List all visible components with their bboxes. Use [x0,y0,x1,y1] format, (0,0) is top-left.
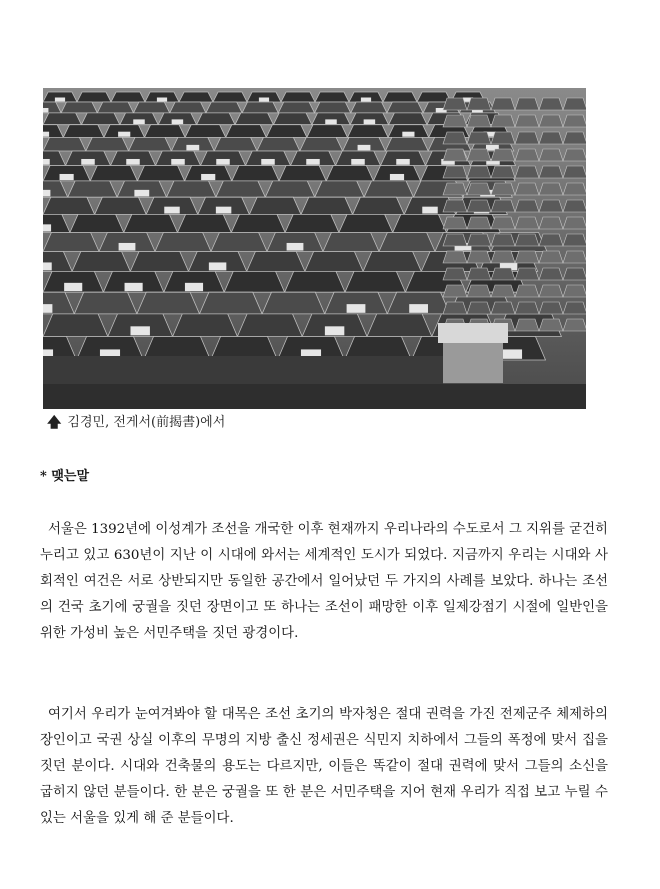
hanok-rooftops-photo [43,88,586,409]
paragraph-2: 여기서 우리가 눈여겨봐야 할 대목은 조선 초기의 박자청은 절대 권력을 가진 전제군주 체제하의 장인이고 국권 상실 이후의 무명의 지방 출신 정세권은 식민지 치하에서 그들의 폭정에 맞서 집을 짓던 분이다. 시대와 건축물의 용도는 다르지만, 이들은 똑같이 절대 권력에 맞서 그들의 소신을 굽히지 않던 분들이다. 한 분은 궁궐을 또 한 분은 서민주택을 지어 현재 우리가 직접 보고 누릴 수 있는 서울을 있게 해 준 분들이다. [40,707,608,826]
paragraph-1: 서울은 1392년에 이성계가 조선을 개국한 이후 현재까지 우리나라의 수도로서 그 지위를 굳건히 누리고 있고 630년이 지난 이 시대에 와서는 세계적인 도시가 되었다. 지금까지 우리는 시대와 사회적인 여건은 서로 상반되지만 동일한 공간에서 일어났던 두 가지의 사례를 보았다. 하나는 조선의 건국 초기에 궁궐을 짓던 장면이고 또 하나는 조선이 패망한 이후 일제강점기 시절에 일반인을 위한 가성비 높은 서민주택을 짓던 광경이다. [40,522,608,641]
section-title: * 맺는말 [40,469,89,484]
caption-text: 김경민, 전게서(前揭書)에서 [67,415,226,430]
arrow-up-icon: 🡅 [47,415,62,431]
rooftops-image [43,88,586,409]
photo-caption [47,414,225,432]
